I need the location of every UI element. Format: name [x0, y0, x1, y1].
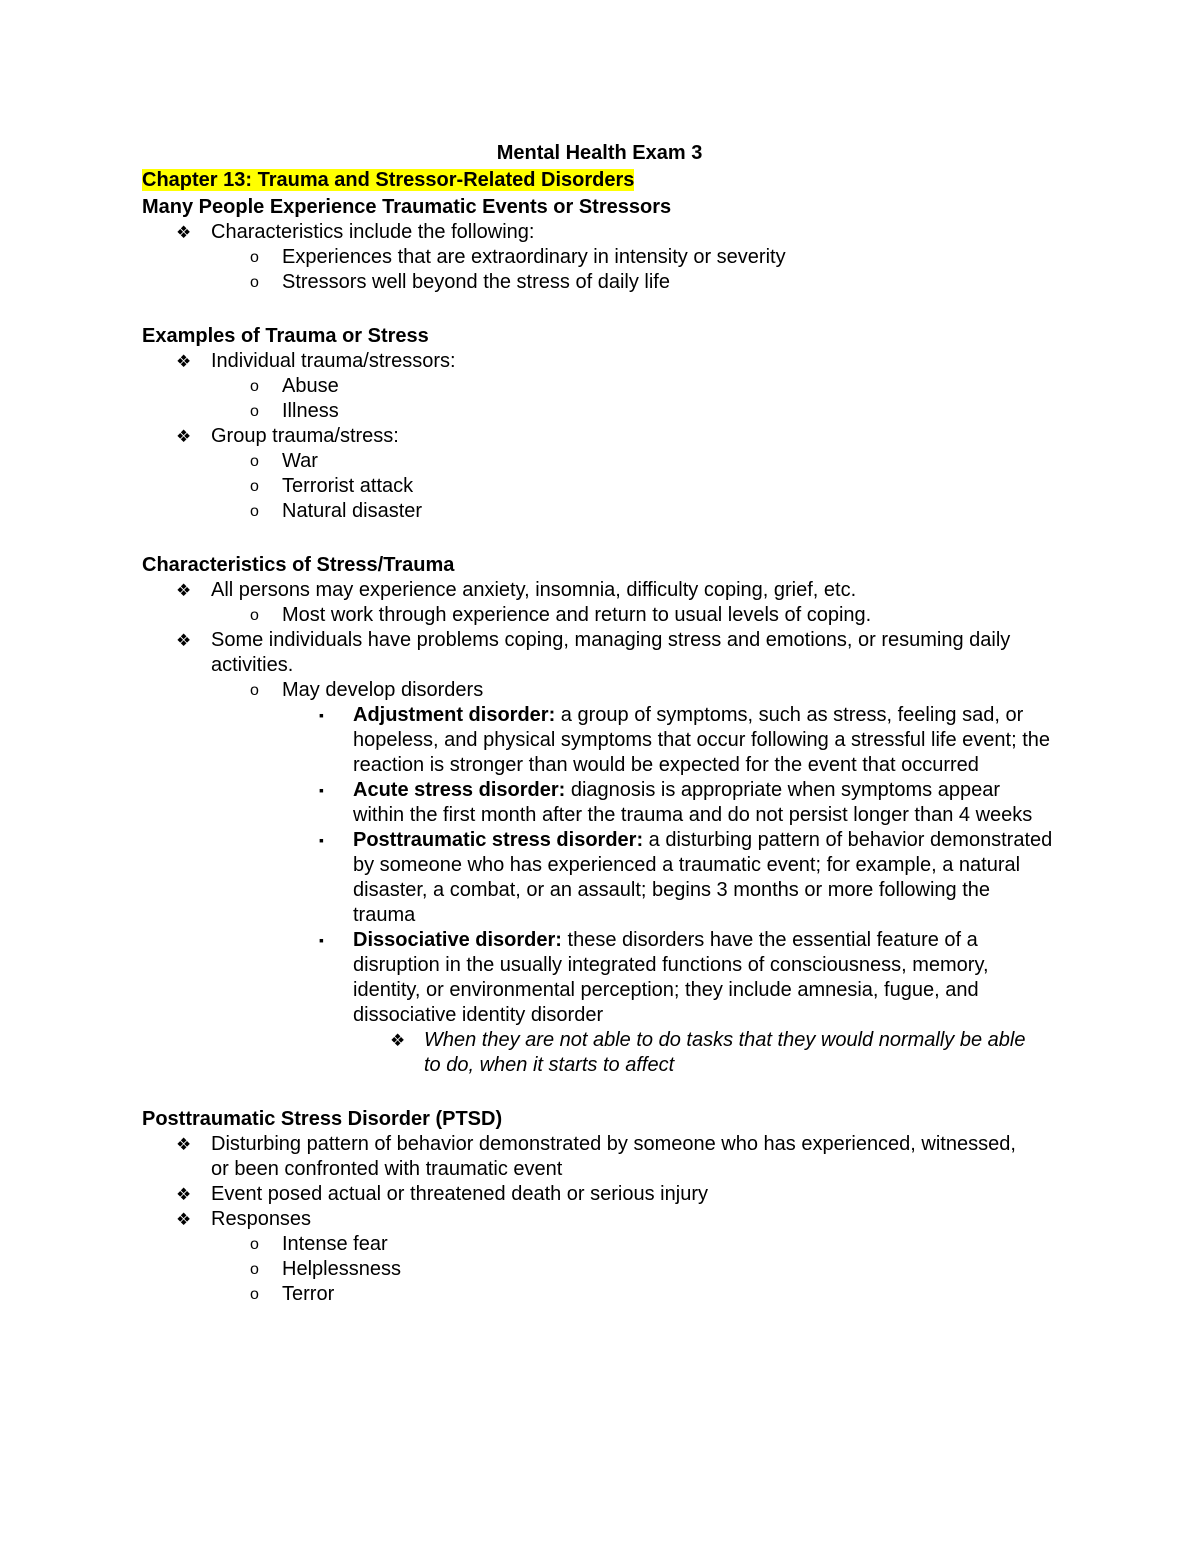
section-heading: Many People Experience Traumatic Events or Stressors — [142, 196, 672, 218]
sub-bullet-item: o Terrorist attack — [250, 475, 414, 497]
section-heading: Examples of Trauma or Stress — [142, 325, 429, 347]
disorder-definition: diagnosis is appropriate when symptoms appear within the first month after the trauma and do not persist longer than 4 weeks — [353, 779, 1033, 826]
sub-bullet-item: o Intense fear — [250, 1233, 388, 1255]
sub-bullet-item: o Most work through experience and return to usual levels of coping. — [250, 604, 872, 626]
italic-note: When they are not able to do tasks that they would normally be able to do, when it starts to affect — [424, 1029, 1026, 1076]
section-heading: Characteristics of Stress/Trauma — [142, 554, 455, 576]
circle-bullet-icon: o — [250, 453, 259, 470]
diamond-bullet-icon: ❖ — [176, 581, 192, 600]
diamond-bullet-icon: ❖ — [176, 1185, 192, 1204]
sub-bullet-item: o Abuse — [250, 375, 339, 397]
square-bullet-icon: ▪ — [319, 707, 324, 723]
diamond-bullet-icon: ❖ — [390, 1031, 406, 1050]
disorder-definition: a disturbing pattern of behavior demonstrated by someone who has experienced a traumatic event; for example, a natural disaster, a combat, or an assault; begins 3 months or more following the trauma — [353, 829, 1053, 926]
diamond-bullet-icon: ❖ — [176, 1135, 192, 1154]
circle-bullet-icon: o — [250, 1261, 259, 1278]
document-title: Mental Health Exam 3 — [496, 142, 703, 164]
disorder-definition-item — [142, 928, 1062, 1028]
square-bullet-icon: ▪ — [319, 782, 324, 798]
bullet-item: ❖ Some individuals have problems coping, managing stress and emotions, or resuming daily activities. — [176, 629, 1011, 676]
sub-bullet-item: o Natural disaster — [250, 500, 423, 522]
diamond-bullet-icon: ❖ — [176, 1210, 192, 1229]
sub-bullet-item: o Helplessness — [250, 1258, 401, 1280]
sub-bullet-item: o War — [250, 450, 318, 472]
disorder-definition-item — [142, 703, 1062, 778]
circle-bullet-icon: o — [250, 607, 259, 624]
disorder-definition: these disorders have the essential feature of a disruption in the usually integrated functions of consciousness, memory, identity, or environmental perception; they include amnesia, fugue, and dissociative identity disorder — [353, 929, 989, 1026]
sub-bullet-item: o May develop disorders — [250, 679, 484, 701]
diamond-bullet-icon: ❖ — [176, 352, 192, 371]
document-page — [142, 141, 1062, 1307]
bullet-item: ❖ Disturbing pattern of behavior demonstrated by someone who has experienced, witnessed, or been confronted with traumatic event — [176, 1133, 1016, 1180]
italic-note-item — [142, 1028, 1062, 1078]
disorder-term: Dissociative disorder: — [353, 929, 562, 951]
diamond-bullet-icon: ❖ — [176, 223, 192, 242]
bullet-item: ❖ Event posed actual or threatened death or serious injury — [176, 1183, 708, 1205]
sub-bullet-item: o Illness — [250, 400, 339, 422]
section-heading: Posttraumatic Stress Disorder (PTSD) — [142, 1108, 503, 1130]
disorder-term: Posttraumatic stress disorder: — [353, 829, 644, 851]
sub-bullet-item: o Experiences that are extraordinary in intensity or severity — [250, 246, 786, 268]
circle-bullet-icon: o — [250, 274, 259, 291]
disorder-term: Acute stress disorder: — [353, 779, 566, 801]
diamond-bullet-icon: ❖ — [176, 427, 192, 446]
circle-bullet-icon: o — [250, 503, 259, 520]
disorder-definition-item — [142, 828, 1062, 928]
bullet-item: ❖ All persons may experience anxiety, insomnia, difficulty coping, grief, etc. — [176, 579, 857, 601]
sub-bullet-item: o Stressors well beyond the stress of daily life — [250, 271, 670, 293]
bullet-item: ❖ Group trauma/stress: — [176, 425, 399, 447]
circle-bullet-icon: o — [250, 403, 259, 420]
square-bullet-icon: ▪ — [319, 832, 324, 848]
circle-bullet-icon: o — [250, 1236, 259, 1253]
sub-bullet-item: o Terror — [250, 1283, 335, 1305]
bullet-item: ❖ Characteristics include the following: — [176, 221, 535, 243]
circle-bullet-icon: o — [250, 682, 259, 699]
square-bullet-icon: ▪ — [319, 932, 324, 948]
chapter-heading-highlighted: Chapter 13: Trauma and Stressor-Related Disorders — [142, 169, 635, 191]
disorder-definition: a group of symptoms, such as stress, feeling sad, or hopeless, and physical symptoms that occur following a stressful life event; the reaction is stronger than would be expected for the event that occurred — [353, 704, 1051, 776]
circle-bullet-icon: o — [250, 249, 259, 266]
disorder-definition-item — [142, 778, 1062, 828]
diamond-bullet-icon: ❖ — [176, 631, 192, 650]
bullet-item: ❖ Responses — [176, 1208, 312, 1230]
disorder-term: Adjustment disorder: — [353, 704, 556, 726]
circle-bullet-icon: o — [250, 1286, 259, 1303]
circle-bullet-icon: o — [250, 478, 259, 495]
bullet-item: ❖ Individual trauma/stressors: — [176, 350, 456, 372]
circle-bullet-icon: o — [250, 378, 259, 395]
